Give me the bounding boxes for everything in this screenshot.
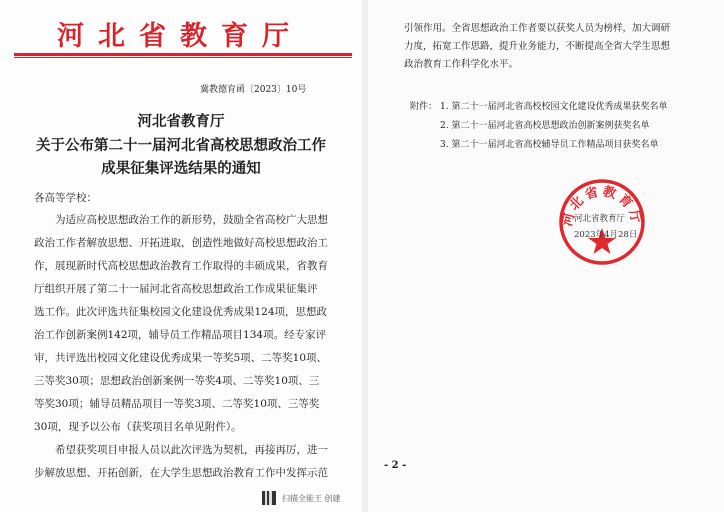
qr-code-icon xyxy=(262,491,276,505)
continuation-line: 引领作用。全省思想政治工作者要以获奖人员为榜样，加大调研 xyxy=(404,23,671,34)
body-line: 审，共评选出校园文化建设优秀成果一等奖5项、二等奖10项、 xyxy=(34,352,328,364)
body-line: 30项，现予以公布（获奖项目名单见附件）。 xyxy=(34,421,242,433)
body-line: 选工作。此次评选共征集校园文化建设优秀成果124项，思想政 xyxy=(34,306,328,318)
letterhead-rule-thick xyxy=(14,53,352,56)
right-page xyxy=(368,0,724,512)
body-line: 等奖30项；辅导员精品项目一等奖3项、二等奖10项、三等奖 xyxy=(34,398,320,410)
body-line: 为适应高校思想政治工作的新形势，鼓励全省高校广大思想 xyxy=(55,214,328,226)
scanner-watermark: 扫描全能王 创建 xyxy=(282,494,341,503)
title-line: 成果征集评选结果的通知 xyxy=(101,160,261,177)
attachments-label: 附件： xyxy=(410,102,438,112)
signing-date: 2023年4月28日 xyxy=(574,230,638,240)
body-line: 政治工作者解放思想、开拓进取，创造性地做好高校思想政治工 xyxy=(34,237,328,249)
letterhead-rule-thin xyxy=(14,57,352,58)
body-line: 治工作创新案例142项，辅导员工作精品项目134项。经专家评 xyxy=(34,329,327,341)
attachment-item: 3. 第二十一届河北省高校辅导员工作精品项目获奖名单 xyxy=(440,140,659,150)
seal-text: 河北省教育厅 xyxy=(560,184,644,228)
body-line: 步解放思想、开拓创新，在大学生思想政治教育工作中发挥示范 xyxy=(34,467,328,479)
body-line: 作，展现新时代高校思想政治教育工作取得的丰硕成果，省教育 xyxy=(34,260,328,272)
attachment-item: 1. 第二十一届河北省高校校园文化建设优秀成果获奖名单 xyxy=(440,102,668,112)
title-line: 河北省教育厅 xyxy=(137,113,225,130)
salutation: 各高等学校： xyxy=(34,192,97,204)
continuation-line: 政治教育工作科学化水平。 xyxy=(404,59,519,70)
letterhead: 河北省教育厅 xyxy=(57,21,303,52)
attachment-item: 2. 第二十一届河北省高校思想政治创新案例获奖名单 xyxy=(440,121,650,131)
title-line: 关于公布第二十一届河北省高校思想政治工作 xyxy=(36,137,326,154)
signing-organization: 河北省教育厅 xyxy=(574,214,626,224)
body-line: 希望获奖项目申报人员以此次评选为契机，再接再厉，进一 xyxy=(55,444,328,456)
page-number: - 2 - xyxy=(384,460,407,471)
body-line: 三等奖30项；思想政治创新案例一等奖4项、二等奖10项、三 xyxy=(34,375,320,387)
document-number: 冀教德育函〔2023〕10号 xyxy=(200,85,307,95)
continuation-line: 力度，拓宽工作思路，提升业务能力，不断提高全省大学生思想 xyxy=(404,41,671,52)
body-line: 厅组织开展了第二十一届河北省高校思想政治工作成果征集评 xyxy=(34,283,318,295)
